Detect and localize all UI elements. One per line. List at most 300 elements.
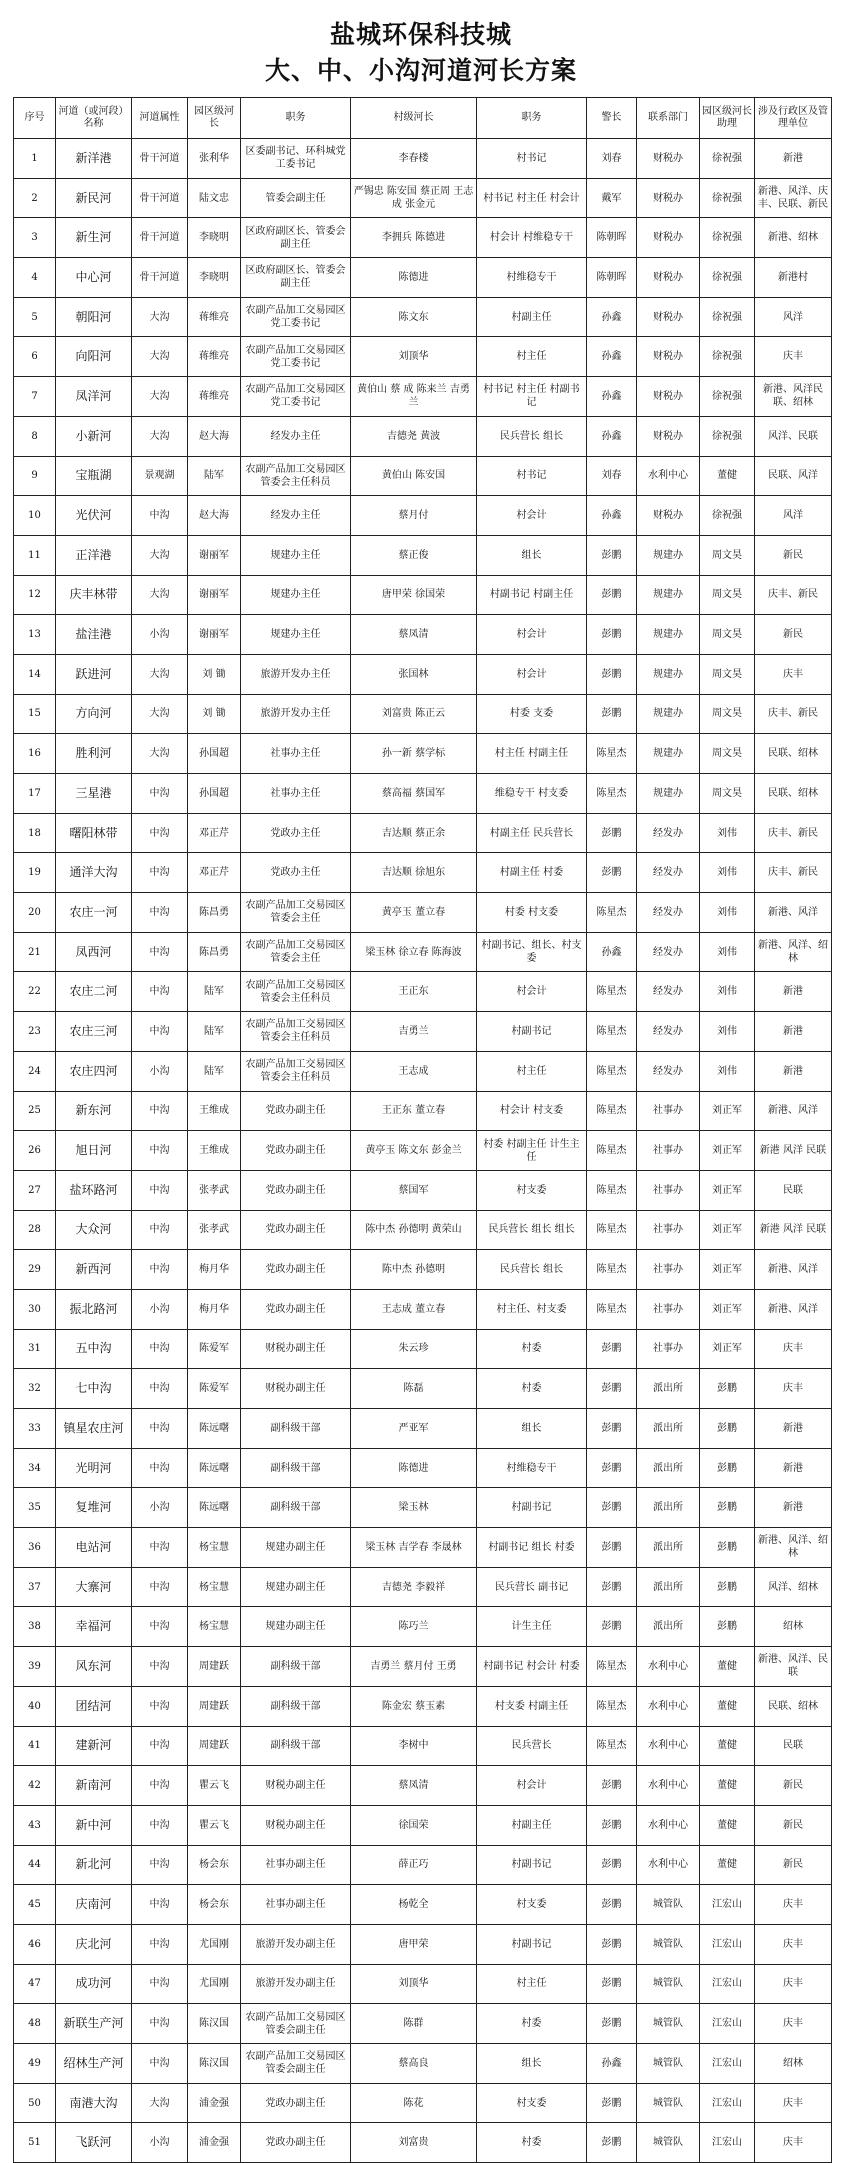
cell-admin-area: 新港 <box>755 139 832 179</box>
cell-river-name: 新西河 <box>56 1250 132 1290</box>
cell-police-chief: 陈朝晖 <box>587 218 637 258</box>
cell-village-chief-position: 村维稳专干 <box>477 1448 587 1488</box>
cell-index: 35 <box>14 1488 56 1528</box>
cell-contact-dept: 水利中心 <box>637 1647 700 1687</box>
cell-river-name: 新中河 <box>56 1805 132 1845</box>
cell-park-chief: 陈远曙 <box>188 1409 241 1449</box>
cell-village-chief-position: 村副书记 <box>477 1924 587 1964</box>
cell-police-chief: 陈星杰 <box>587 1012 637 1052</box>
cell-police-chief: 刘春 <box>587 139 637 179</box>
cell-river-type: 中沟 <box>132 972 188 1012</box>
cell-admin-area: 新港、绍林 <box>755 218 832 258</box>
table-body <box>14 139 832 2163</box>
cell-chief-assistant: 江宏山 <box>700 2083 755 2123</box>
cell-contact-dept: 财税办 <box>637 297 700 337</box>
col-header-admin-area: 涉及行政区及管理单位 <box>755 98 832 139</box>
cell-contact-dept: 经发办 <box>637 1051 700 1091</box>
cell-chief-assistant: 董健 <box>700 456 755 496</box>
cell-river-name: 盐环路河 <box>56 1170 132 1210</box>
cell-park-chief: 孙国超 <box>188 774 241 814</box>
cell-park-chief-position: 党政办副主任 <box>241 1289 351 1329</box>
cell-chief-assistant: 董健 <box>700 1647 755 1687</box>
cell-village-chief: 蔡月付 <box>351 496 477 536</box>
cell-park-chief: 赵大海 <box>188 416 241 456</box>
cell-admin-area: 庆丰 <box>755 1885 832 1925</box>
cell-admin-area: 风洋、民联 <box>755 416 832 456</box>
cell-admin-area: 庆丰、新民 <box>755 575 832 615</box>
cell-river-type: 中沟 <box>132 1131 188 1171</box>
table-row <box>14 1567 832 1607</box>
cell-village-chief-position: 村书记 <box>477 139 587 179</box>
cell-contact-dept: 城管队 <box>637 1964 700 2004</box>
cell-police-chief: 彭鹏 <box>587 1885 637 1925</box>
cell-river-type: 小沟 <box>132 1488 188 1528</box>
table-row <box>14 1607 832 1647</box>
cell-admin-area: 民联、风洋 <box>755 456 832 496</box>
cell-village-chief-position: 村副书记 <box>477 1845 587 1885</box>
cell-index: 22 <box>14 972 56 1012</box>
cell-chief-assistant: 彭鹏 <box>700 1369 755 1409</box>
cell-village-chief-position: 村副主任 <box>477 297 587 337</box>
cell-park-chief: 陈远曙 <box>188 1448 241 1488</box>
cell-village-chief-position: 村支委 <box>477 2083 587 2123</box>
cell-admin-area: 庆丰 <box>755 1369 832 1409</box>
cell-admin-area: 新港 <box>755 1488 832 1528</box>
cell-admin-area: 庆丰 <box>755 2123 832 2163</box>
cell-contact-dept: 城管队 <box>637 2083 700 2123</box>
cell-police-chief: 戴军 <box>587 178 637 218</box>
cell-admin-area: 新港、风洋、庆丰、民联、新民 <box>755 178 832 218</box>
cell-chief-assistant: 江宏山 <box>700 1885 755 1925</box>
cell-river-type: 中沟 <box>132 893 188 933</box>
cell-admin-area: 风洋 <box>755 496 832 536</box>
cell-contact-dept: 城管队 <box>637 2004 700 2044</box>
cell-village-chief: 吉达顺 徐旭东 <box>351 853 477 893</box>
cell-river-type: 骨干河道 <box>132 218 188 258</box>
cell-police-chief: 孙鑫 <box>587 496 637 536</box>
table-row <box>14 1289 832 1329</box>
cell-village-chief: 陈文东 <box>351 297 477 337</box>
cell-chief-assistant: 江宏山 <box>700 1924 755 1964</box>
cell-village-chief-position: 村会计 <box>477 654 587 694</box>
cell-index: 51 <box>14 2123 56 2163</box>
cell-contact-dept: 城管队 <box>637 2044 700 2084</box>
cell-river-name: 庆丰林带 <box>56 575 132 615</box>
cell-index: 10 <box>14 496 56 536</box>
cell-admin-area: 新港、风洋 <box>755 1289 832 1329</box>
cell-river-name: 旭日河 <box>56 1131 132 1171</box>
cell-village-chief: 陈巧兰 <box>351 1607 477 1647</box>
cell-police-chief: 陈星杰 <box>587 893 637 933</box>
table-row <box>14 774 832 814</box>
cell-admin-area: 新港 风洋 民联 <box>755 1131 832 1171</box>
cell-village-chief: 陈中杰 孙德明 黄荣山 <box>351 1210 477 1250</box>
cell-park-chief: 谢丽军 <box>188 615 241 655</box>
cell-park-chief: 尤国刚 <box>188 1964 241 2004</box>
cell-police-chief: 陈星杰 <box>587 1051 637 1091</box>
cell-park-chief: 梅月华 <box>188 1289 241 1329</box>
table-row <box>14 535 832 575</box>
cell-police-chief: 陈星杰 <box>587 774 637 814</box>
cell-chief-assistant: 徐祝强 <box>700 416 755 456</box>
cell-admin-area: 民联、绍林 <box>755 734 832 774</box>
cell-village-chief: 黄伯山 陈安国 <box>351 456 477 496</box>
cell-village-chief-position: 民兵营长 组长 组长 <box>477 1210 587 1250</box>
cell-police-chief: 陈星杰 <box>587 1170 637 1210</box>
cell-village-chief: 黄亭玉 董立春 <box>351 893 477 933</box>
cell-chief-assistant: 徐祝强 <box>700 297 755 337</box>
cell-river-name: 农庄四河 <box>56 1051 132 1091</box>
cell-village-chief: 蔡凤清 <box>351 1766 477 1806</box>
cell-police-chief: 彭鹏 <box>587 1528 637 1568</box>
cell-chief-assistant: 刘伟 <box>700 1051 755 1091</box>
cell-admin-area: 庆丰 <box>755 2083 832 2123</box>
table-row <box>14 932 832 972</box>
cell-river-type: 中沟 <box>132 853 188 893</box>
cell-park-chief: 王维成 <box>188 1091 241 1131</box>
cell-village-chief-position: 村主任 <box>477 1051 587 1091</box>
cell-park-chief: 陆文忠 <box>188 178 241 218</box>
table-row <box>14 575 832 615</box>
cell-park-chief: 张孝武 <box>188 1210 241 1250</box>
cell-park-chief-position: 党政办副主任 <box>241 1131 351 1171</box>
cell-park-chief: 蒋维亮 <box>188 337 241 377</box>
cell-contact-dept: 规建办 <box>637 615 700 655</box>
cell-chief-assistant: 刘伟 <box>700 893 755 933</box>
cell-chief-assistant: 徐祝强 <box>700 496 755 536</box>
cell-village-chief-position: 村会计 <box>477 1766 587 1806</box>
cell-river-type: 中沟 <box>132 774 188 814</box>
cell-contact-dept: 经发办 <box>637 853 700 893</box>
cell-river-name: 新北河 <box>56 1845 132 1885</box>
cell-village-chief-position: 村支委 <box>477 1885 587 1925</box>
cell-village-chief: 孙一新 蔡学标 <box>351 734 477 774</box>
cell-admin-area: 新民 <box>755 1845 832 1885</box>
table-row <box>14 1805 832 1845</box>
cell-police-chief: 陈星杰 <box>587 1647 637 1687</box>
table-row <box>14 218 832 258</box>
cell-police-chief: 彭鹏 <box>587 654 637 694</box>
cell-police-chief: 孙鑫 <box>587 2044 637 2084</box>
cell-park-chief-position: 党政办副主任 <box>241 1210 351 1250</box>
cell-index: 42 <box>14 1766 56 1806</box>
table-row <box>14 615 832 655</box>
cell-police-chief: 彭鹏 <box>587 853 637 893</box>
cell-river-name: 向阳河 <box>56 337 132 377</box>
table-row <box>14 1686 832 1726</box>
cell-river-name: 七中沟 <box>56 1369 132 1409</box>
cell-river-name: 镇星农庄河 <box>56 1409 132 1449</box>
cell-river-name: 新生河 <box>56 218 132 258</box>
cell-river-name: 方向河 <box>56 694 132 734</box>
cell-contact-dept: 财税办 <box>637 337 700 377</box>
cell-admin-area: 庆丰、新民 <box>755 853 832 893</box>
col-header-index: 序号 <box>14 98 56 139</box>
cell-park-chief-position: 区委副书记、环科城党工委书记 <box>241 139 351 179</box>
cell-park-chief-position: 农副产品加工交易园区管委会主任 <box>241 893 351 933</box>
cell-river-type: 中沟 <box>132 1766 188 1806</box>
cell-park-chief: 陆军 <box>188 1051 241 1091</box>
cell-chief-assistant: 刘正军 <box>700 1170 755 1210</box>
cell-river-type: 大沟 <box>132 416 188 456</box>
cell-park-chief: 杨会东 <box>188 1885 241 1925</box>
cell-river-type: 中沟 <box>132 1726 188 1766</box>
cell-river-name: 朝阳河 <box>56 297 132 337</box>
cell-chief-assistant: 彭鹏 <box>700 1607 755 1647</box>
cell-river-type: 大沟 <box>132 297 188 337</box>
cell-village-chief-position: 村委 <box>477 1369 587 1409</box>
cell-chief-assistant: 彭鹏 <box>700 1488 755 1528</box>
cell-river-name: 凤洋河 <box>56 377 132 417</box>
cell-admin-area: 庆丰、新民 <box>755 813 832 853</box>
cell-contact-dept: 派出所 <box>637 1488 700 1528</box>
cell-index: 26 <box>14 1131 56 1171</box>
cell-contact-dept: 财税办 <box>637 218 700 258</box>
cell-park-chief: 蒋维亮 <box>188 377 241 417</box>
cell-police-chief: 彭鹏 <box>587 1924 637 1964</box>
cell-admin-area: 民联 <box>755 1726 832 1766</box>
table-row <box>14 694 832 734</box>
cell-river-type: 中沟 <box>132 496 188 536</box>
cell-chief-assistant: 董健 <box>700 1686 755 1726</box>
table-row <box>14 1409 832 1449</box>
cell-river-type: 中沟 <box>132 1567 188 1607</box>
table-row <box>14 1528 832 1568</box>
col-header-chief-assistant: 园区级河长助理 <box>700 98 755 139</box>
cell-contact-dept: 城管队 <box>637 2123 700 2163</box>
cell-village-chief-position: 村主任、村支委 <box>477 1289 587 1329</box>
cell-park-chief-position: 管委会副主任 <box>241 178 351 218</box>
cell-village-chief: 吉达顺 蔡正余 <box>351 813 477 853</box>
col-header-police-chief: 警长 <box>587 98 637 139</box>
cell-village-chief: 刘顶华 <box>351 337 477 377</box>
cell-park-chief-position: 农副产品加工交易园区管委会主任科员 <box>241 1051 351 1091</box>
cell-river-name: 盐洼港 <box>56 615 132 655</box>
cell-park-chief-position: 党政办副主任 <box>241 1250 351 1290</box>
cell-river-name: 新洋港 <box>56 139 132 179</box>
cell-contact-dept: 财税办 <box>637 496 700 536</box>
cell-park-chief: 尤国刚 <box>188 1924 241 1964</box>
cell-chief-assistant: 董健 <box>700 1845 755 1885</box>
river-chief-table <box>13 97 832 2163</box>
table-row <box>14 1250 832 1290</box>
cell-park-chief-position: 副科级干部 <box>241 1647 351 1687</box>
cell-contact-dept: 派出所 <box>637 1567 700 1607</box>
cell-chief-assistant: 江宏山 <box>700 2004 755 2044</box>
cell-admin-area: 庆丰 <box>755 337 832 377</box>
cell-village-chief: 刘富贵 <box>351 2123 477 2163</box>
cell-park-chief: 杨宝慧 <box>188 1607 241 1647</box>
cell-park-chief: 瞿云飞 <box>188 1805 241 1845</box>
cell-index: 3 <box>14 218 56 258</box>
cell-park-chief: 张孝武 <box>188 1170 241 1210</box>
cell-chief-assistant: 徐祝强 <box>700 218 755 258</box>
cell-river-type: 小沟 <box>132 1051 188 1091</box>
cell-park-chief-position: 规建办主任 <box>241 615 351 655</box>
cell-chief-assistant: 彭鹏 <box>700 1567 755 1607</box>
table-row <box>14 297 832 337</box>
cell-police-chief: 彭鹏 <box>587 1329 637 1369</box>
cell-park-chief-position: 社事办副主任 <box>241 1885 351 1925</box>
cell-admin-area: 民联 <box>755 1170 832 1210</box>
cell-contact-dept: 城管队 <box>637 1885 700 1925</box>
cell-park-chief: 王维成 <box>188 1131 241 1171</box>
cell-contact-dept: 经发办 <box>637 1012 700 1052</box>
table-row <box>14 1448 832 1488</box>
cell-admin-area: 新港、风洋民联、绍林 <box>755 377 832 417</box>
cell-village-chief: 梁玉林 徐立春 陈海波 <box>351 932 477 972</box>
cell-index: 1 <box>14 139 56 179</box>
cell-index: 15 <box>14 694 56 734</box>
cell-village-chief: 李拥兵 陈德进 <box>351 218 477 258</box>
cell-contact-dept: 水利中心 <box>637 1805 700 1845</box>
cell-index: 43 <box>14 1805 56 1845</box>
cell-contact-dept: 派出所 <box>637 1369 700 1409</box>
table-row <box>14 337 832 377</box>
table-row <box>14 1131 832 1171</box>
cell-river-name: 农庄一河 <box>56 893 132 933</box>
cell-river-type: 中沟 <box>132 1607 188 1647</box>
cell-village-chief-position: 组长 <box>477 535 587 575</box>
cell-contact-dept: 社事办 <box>637 1170 700 1210</box>
cell-village-chief-position: 村会计 <box>477 972 587 1012</box>
cell-river-name: 庆南河 <box>56 1885 132 1925</box>
cell-park-chief: 孙国超 <box>188 734 241 774</box>
cell-village-chief-position: 民兵营长 组长 <box>477 1250 587 1290</box>
table-row <box>14 1488 832 1528</box>
cell-chief-assistant: 刘伟 <box>700 1012 755 1052</box>
cell-contact-dept: 城管队 <box>637 1924 700 1964</box>
cell-river-type: 中沟 <box>132 1528 188 1568</box>
cell-park-chief: 陆军 <box>188 456 241 496</box>
cell-admin-area: 民联、绍林 <box>755 1686 832 1726</box>
col-header-village-chief-position: 职务 <box>477 98 587 139</box>
cell-village-chief-position: 村委 <box>477 2123 587 2163</box>
cell-village-chief: 蔡国军 <box>351 1170 477 1210</box>
cell-police-chief: 陈星杰 <box>587 734 637 774</box>
cell-police-chief: 陈星杰 <box>587 1686 637 1726</box>
cell-police-chief: 彭鹏 <box>587 615 637 655</box>
cell-police-chief: 彭鹏 <box>587 1805 637 1845</box>
cell-village-chief: 刘顶华 <box>351 1964 477 2004</box>
cell-admin-area: 绍林 <box>755 1607 832 1647</box>
cell-park-chief: 赵大海 <box>188 496 241 536</box>
cell-contact-dept: 规建办 <box>637 654 700 694</box>
cell-park-chief-position: 党政办副主任 <box>241 2123 351 2163</box>
cell-village-chief-position: 民兵营长 副书记 <box>477 1567 587 1607</box>
cell-river-type: 大沟 <box>132 377 188 417</box>
cell-park-chief-position: 经发办主任 <box>241 416 351 456</box>
cell-river-type: 中沟 <box>132 813 188 853</box>
cell-index: 17 <box>14 774 56 814</box>
cell-village-chief: 严亚军 <box>351 1409 477 1449</box>
cell-police-chief: 陈星杰 <box>587 1289 637 1329</box>
cell-park-chief-position: 农副产品加工交易园区管委会主任科员 <box>241 972 351 1012</box>
cell-river-type: 中沟 <box>132 1369 188 1409</box>
cell-admin-area: 风洋、绍林 <box>755 1567 832 1607</box>
cell-village-chief: 吉勇兰 <box>351 1012 477 1052</box>
cell-village-chief: 朱云珍 <box>351 1329 477 1369</box>
cell-police-chief: 彭鹏 <box>587 1448 637 1488</box>
cell-river-name: 庆北河 <box>56 1924 132 1964</box>
cell-village-chief: 蔡高福 蔡国军 <box>351 774 477 814</box>
cell-index: 23 <box>14 1012 56 1052</box>
cell-chief-assistant: 周文昊 <box>700 654 755 694</box>
cell-river-type: 中沟 <box>132 1845 188 1885</box>
cell-village-chief: 陈花 <box>351 2083 477 2123</box>
cell-river-name: 胜利河 <box>56 734 132 774</box>
cell-police-chief: 陈星杰 <box>587 1091 637 1131</box>
cell-river-type: 大沟 <box>132 694 188 734</box>
cell-contact-dept: 规建办 <box>637 694 700 734</box>
cell-park-chief: 李晓明 <box>188 218 241 258</box>
cell-village-chief-position: 村会计 村支委 <box>477 1091 587 1131</box>
cell-village-chief: 陈德进 <box>351 1448 477 1488</box>
cell-park-chief-position: 区政府副区长、管委会副主任 <box>241 218 351 258</box>
cell-index: 6 <box>14 337 56 377</box>
cell-index: 12 <box>14 575 56 615</box>
cell-chief-assistant: 周文昊 <box>700 535 755 575</box>
cell-police-chief: 刘春 <box>587 456 637 496</box>
cell-park-chief-position: 党政办副主任 <box>241 2083 351 2123</box>
cell-village-chief: 薛正巧 <box>351 1845 477 1885</box>
cell-village-chief-position: 组长 <box>477 2044 587 2084</box>
cell-park-chief-position: 农副产品加工交易园区党工委书记 <box>241 337 351 377</box>
cell-park-chief-position: 农副产品加工交易园区管委会主任 <box>241 932 351 972</box>
cell-index: 25 <box>14 1091 56 1131</box>
cell-admin-area: 新民 <box>755 1805 832 1845</box>
cell-police-chief: 彭鹏 <box>587 1845 637 1885</box>
cell-park-chief: 邓正芹 <box>188 853 241 893</box>
cell-contact-dept: 经发办 <box>637 893 700 933</box>
cell-police-chief: 陈星杰 <box>587 1131 637 1171</box>
cell-river-name: 电站河 <box>56 1528 132 1568</box>
cell-river-name: 振北路河 <box>56 1289 132 1329</box>
cell-river-name: 通洋大沟 <box>56 853 132 893</box>
table-row <box>14 1885 832 1925</box>
cell-park-chief: 张利华 <box>188 139 241 179</box>
cell-river-type: 骨干河道 <box>132 139 188 179</box>
cell-chief-assistant: 刘正军 <box>700 1250 755 1290</box>
cell-admin-area: 新港、风洋、民联 <box>755 1647 832 1687</box>
cell-village-chief-position: 村副主任 <box>477 1805 587 1845</box>
cell-index: 29 <box>14 1250 56 1290</box>
cell-contact-dept: 财税办 <box>637 377 700 417</box>
cell-index: 31 <box>14 1329 56 1369</box>
cell-police-chief: 孙鑫 <box>587 416 637 456</box>
cell-chief-assistant: 刘正军 <box>700 1210 755 1250</box>
cell-chief-assistant: 周文昊 <box>700 694 755 734</box>
table-row <box>14 1726 832 1766</box>
col-header-river-type: 河道属性 <box>132 98 188 139</box>
cell-admin-area: 新港 <box>755 972 832 1012</box>
cell-chief-assistant: 周文昊 <box>700 734 755 774</box>
cell-village-chief-position: 村会计 <box>477 615 587 655</box>
cell-index: 28 <box>14 1210 56 1250</box>
cell-index: 7 <box>14 377 56 417</box>
cell-admin-area: 新港、风洋、绍林 <box>755 1528 832 1568</box>
cell-chief-assistant: 江宏山 <box>700 2123 755 2163</box>
cell-contact-dept: 派出所 <box>637 1528 700 1568</box>
cell-village-chief: 张国林 <box>351 654 477 694</box>
cell-river-name: 新东河 <box>56 1091 132 1131</box>
cell-police-chief: 彭鹏 <box>587 1567 637 1607</box>
table-row <box>14 853 832 893</box>
cell-village-chief: 王正东 董立春 <box>351 1091 477 1131</box>
cell-village-chief: 王志成 <box>351 1051 477 1091</box>
cell-park-chief-position: 社事办主任 <box>241 734 351 774</box>
cell-park-chief-position: 规建办副主任 <box>241 1567 351 1607</box>
